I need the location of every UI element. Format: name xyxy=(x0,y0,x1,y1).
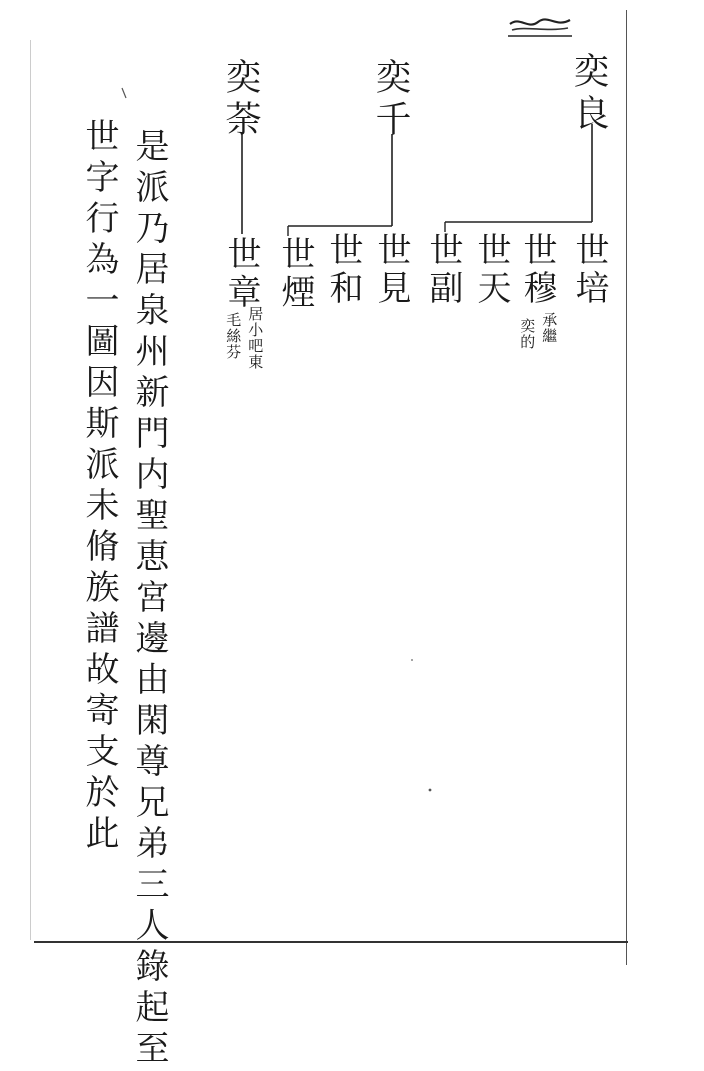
mu-adoption-note-1: 承繼 xyxy=(540,312,559,344)
colophon-line-2: 世字行為一圖因斯派未脩族譜故寄支於此 xyxy=(79,118,119,856)
colophon-line-1: 是派乃居泉州新門内聖恵宮邊由閑尊兄弟三人錄起至 xyxy=(129,128,169,1071)
gen1-name-yitu: 奕荼 xyxy=(220,58,261,142)
mu-adoption-note-2: 奕的 xyxy=(518,318,537,350)
gen2-name-shijian: 世見 xyxy=(371,232,411,308)
gen2-name-shizhang: 世章 xyxy=(221,236,261,312)
gen2-name-shifu: 世副 xyxy=(423,232,463,308)
zhang-residence-note-1: 居小吧東 xyxy=(246,306,265,370)
gen2-name-shipei: 世培 xyxy=(569,232,609,308)
gen2-name-shitian: 世天 xyxy=(471,232,511,308)
gen2-name-shiyan: 世煙 xyxy=(275,236,315,312)
gen1-name-yiqian: 奕千 xyxy=(370,58,411,142)
zhang-residence-note-2: 毛絲芬 xyxy=(224,312,243,360)
gen2-name-shimu: 世穆 xyxy=(517,232,557,308)
gen2-name-shihe: 世和 xyxy=(323,232,363,308)
gen1-name-yiliang: 奕良 xyxy=(568,52,609,136)
